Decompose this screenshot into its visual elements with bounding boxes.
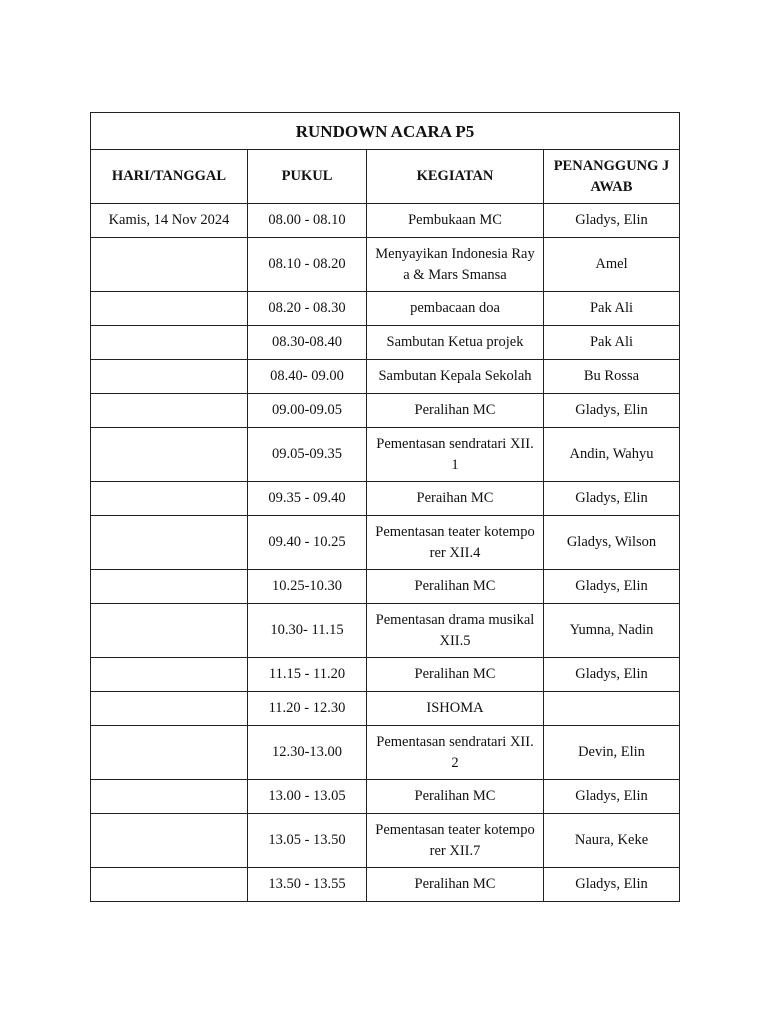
time-cell: 08.00 - 08.10	[248, 204, 367, 238]
pic-cell: Amel	[544, 238, 680, 292]
activity-cell	[367, 428, 544, 482]
activity-text: Pementasan drama musikal XII.5	[375, 611, 535, 649]
day-cell	[91, 360, 248, 394]
activity-text: Pementasan teater kotemporer XII.4	[375, 523, 535, 561]
day-cell	[91, 570, 248, 604]
header-pic-label: PENANGGUNG JAWAB	[553, 157, 670, 195]
time-cell: 09.40 - 10.25	[248, 516, 367, 570]
pic-cell: Devin, Elin	[544, 726, 680, 780]
pic-cell: Naura, Keke	[544, 814, 680, 868]
time-cell: 12.30-13.00	[248, 726, 367, 780]
pic-cell: Gladys, Elin	[544, 204, 680, 238]
activity-text: Pementasan teater kotemporer XII.7	[375, 821, 535, 859]
activity-cell	[367, 604, 544, 658]
pic-cell: Pak Ali	[544, 292, 680, 326]
day-cell	[91, 692, 248, 726]
activity-cell: Peraihan MC	[367, 482, 544, 516]
activity-cell: ISHOMA	[367, 692, 544, 726]
header-day: HARI/TANGGAL	[91, 150, 248, 204]
pic-cell: Yumna, Nadin	[544, 604, 680, 658]
activity-cell	[367, 814, 544, 868]
pic-cell: Gladys, Elin	[544, 658, 680, 692]
activity-cell: Peralihan MC	[367, 394, 544, 428]
time-cell: 11.20 - 12.30	[248, 692, 367, 726]
activity-cell: Peralihan MC	[367, 658, 544, 692]
pic-cell: Andin, Wahyu	[544, 428, 680, 482]
activity-text: Menyayikan Indonesia Raya & Mars Smansa	[375, 245, 535, 283]
day-cell	[91, 428, 248, 482]
header-activity: KEGIATAN	[367, 150, 544, 204]
day-cell	[91, 516, 248, 570]
time-cell: 08.30-08.40	[248, 326, 367, 360]
table-row	[91, 238, 680, 292]
pic-cell: Pak Ali	[544, 326, 680, 360]
time-cell: 10.25-10.30	[248, 570, 367, 604]
rundown-table	[90, 112, 680, 902]
day-cell	[91, 780, 248, 814]
table-row	[91, 360, 680, 394]
time-cell: 08.10 - 08.20	[248, 238, 367, 292]
table-row	[91, 292, 680, 326]
table-row	[91, 726, 680, 780]
table-row	[91, 868, 680, 902]
table-row	[91, 780, 680, 814]
day-cell	[91, 238, 248, 292]
table-row	[91, 814, 680, 868]
table-row	[91, 604, 680, 658]
pic-cell	[544, 692, 680, 726]
table-row	[91, 204, 680, 238]
title-row	[91, 113, 680, 150]
activity-cell	[367, 726, 544, 780]
header-row	[91, 150, 680, 204]
activity-cell: Pembukaan MC	[367, 204, 544, 238]
activity-cell: pembacaan doa	[367, 292, 544, 326]
table-row	[91, 428, 680, 482]
pic-cell: Gladys, Elin	[544, 780, 680, 814]
pic-cell: Gladys, Elin	[544, 394, 680, 428]
table-row	[91, 692, 680, 726]
table-row	[91, 570, 680, 604]
day-cell	[91, 326, 248, 360]
day-cell	[91, 292, 248, 326]
table-row	[91, 516, 680, 570]
pic-cell: Bu Rossa	[544, 360, 680, 394]
time-cell: 09.00-09.05	[248, 394, 367, 428]
time-cell: 13.50 - 13.55	[248, 868, 367, 902]
day-cell	[91, 658, 248, 692]
pic-cell: Gladys, Wilson	[544, 516, 680, 570]
day-cell	[91, 604, 248, 658]
document-title: RUNDOWN ACARA P5	[91, 113, 680, 150]
table-row	[91, 326, 680, 360]
time-cell: 08.40- 09.00	[248, 360, 367, 394]
activity-cell: Peralihan MC	[367, 570, 544, 604]
time-cell: 13.05 - 13.50	[248, 814, 367, 868]
time-cell: 13.00 - 13.05	[248, 780, 367, 814]
activity-cell: Sambutan Ketua projek	[367, 326, 544, 360]
header-pic	[544, 150, 680, 204]
activity-cell	[367, 238, 544, 292]
table-row	[91, 658, 680, 692]
time-cell: 09.05-09.35	[248, 428, 367, 482]
activity-cell: Peralihan MC	[367, 780, 544, 814]
time-cell: 11.15 - 11.20	[248, 658, 367, 692]
day-cell: Kamis, 14 Nov 2024	[91, 204, 248, 238]
time-cell: 10.30- 11.15	[248, 604, 367, 658]
header-time: PUKUL	[248, 150, 367, 204]
activity-cell	[367, 516, 544, 570]
time-cell: 08.20 - 08.30	[248, 292, 367, 326]
activity-cell: Sambutan Kepala Sekolah	[367, 360, 544, 394]
day-cell	[91, 814, 248, 868]
activity-text: Pementasan sendratari XII.2	[376, 733, 534, 771]
table-row	[91, 482, 680, 516]
activity-text: Pementasan sendratari XII.1	[376, 435, 534, 473]
pic-cell: Gladys, Elin	[544, 868, 680, 902]
pic-cell: Gladys, Elin	[544, 482, 680, 516]
day-cell	[91, 482, 248, 516]
pic-cell: Gladys, Elin	[544, 570, 680, 604]
time-cell: 09.35 - 09.40	[248, 482, 367, 516]
table-row	[91, 394, 680, 428]
day-cell	[91, 726, 248, 780]
activity-cell: Peralihan MC	[367, 868, 544, 902]
day-cell	[91, 394, 248, 428]
day-cell	[91, 868, 248, 902]
